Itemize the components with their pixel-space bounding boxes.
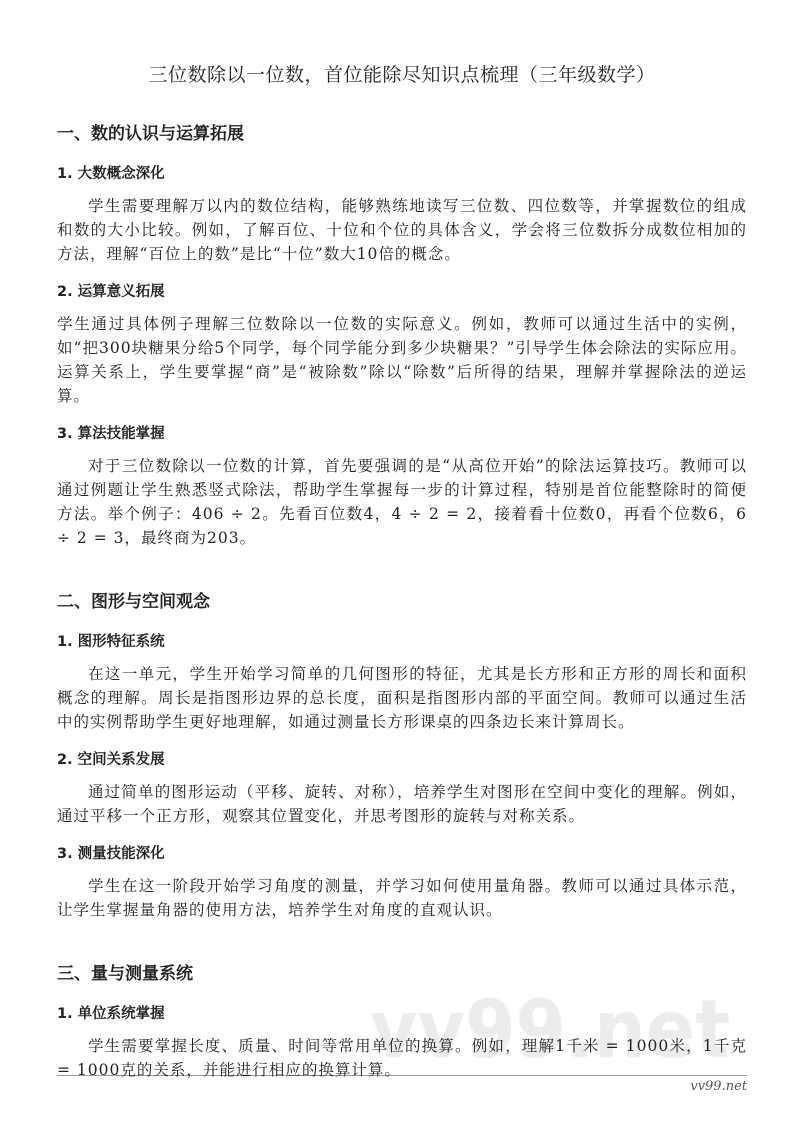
paragraph: 学生需要掌握长度、质量、时间等常用单位的换算。例如，理解1千米 = 1000米，1千克 = 1000克的关系，并能进行相应的换算计算。 bbox=[57, 1037, 747, 1079]
paragraph: 在这一单元，学生开始学习简单的几何图形的特征，尤其是长方形和正方形的周长和面积概念的理解。周长是指图形边界的总长度，面积是指图形内部的平面空间。教师可以通过生活中的实例帮助学生更好地理解，如通过测量长方形课桌的四条边长来计算周长。 bbox=[57, 665, 747, 731]
page-title: 三位数除以一位数，首位能除尽知识点梳理（三年级数学） bbox=[148, 64, 656, 86]
subsection-heading: 2. 运算意义拓展 bbox=[57, 284, 165, 300]
subsection-heading: 3. 测量技能深化 bbox=[57, 846, 165, 862]
section-heading: 二、图形与空间观念 bbox=[57, 592, 210, 612]
section-heading: 一、数的认识与运算拓展 bbox=[57, 124, 244, 144]
paragraph: 学生在这一阶段开始学习角度的测量，并学习如何使用量角器。教师可以通过具体示范，让学生掌握量角器的使用方法，培养学生对角度的直观认识。 bbox=[57, 877, 747, 919]
paragraph: 学生通过具体例子理解三位数除以一位数的实际意义。例如，教师可以通过生活中的实例，如“把300块糖果分给5个同学，每个同学能分到多少块糖果？”引导学生体会除法的实际应用。运算关系上，学生要掌握“商”是“被除数”除以“除数”后所得的结果，理解并掌握除法的逆运算。 bbox=[57, 315, 747, 405]
subsection-heading: 3. 算法技能掌握 bbox=[57, 426, 165, 442]
subsection-heading: 2. 空间关系发展 bbox=[57, 752, 165, 768]
paragraph: 对于三位数除以一位数的计算，首先要强调的是“从高位开始”的除法运算技巧。教师可以通过例题让学生熟悉竖式除法，帮助学生掌握每一步的计算过程，特别是首位能整除时的简便方法。举个例子：406 ÷ 2。先看百位数4，4 ÷ 2 = 2，接着看十位数0，再看个位数6，6 ÷ 2 = 3，最终商为203。 bbox=[57, 457, 747, 547]
paragraph: 通过简单的图形运动（平移、旋转、对称），培养学生对图形在空间中变化的理解。例如，通过平移一个正方形，观察其位置变化，并思考图形的旋转与对称关系。 bbox=[57, 783, 747, 825]
section-heading: 三、量与测量系统 bbox=[57, 964, 193, 984]
subsection-heading: 1. 大数概念深化 bbox=[57, 166, 165, 182]
subsection-heading: 1. 图形特征系统 bbox=[57, 634, 165, 650]
footer-site-label: vv99.net bbox=[690, 1079, 747, 1094]
subsection-heading: 1. 单位系统掌握 bbox=[57, 1006, 165, 1022]
document-page bbox=[57, 60, 747, 1082]
paragraph: 学生需要理解万以内的数位结构，能够熟练地读写三位数、四位数等，并掌握数位的组成和数的大小比较。例如，了解百位、十位和个位的具体含义，学会将三位数拆分成数位相加的方法，理解“百位上的数”是比“十位”数大10倍的概念。 bbox=[57, 197, 747, 263]
